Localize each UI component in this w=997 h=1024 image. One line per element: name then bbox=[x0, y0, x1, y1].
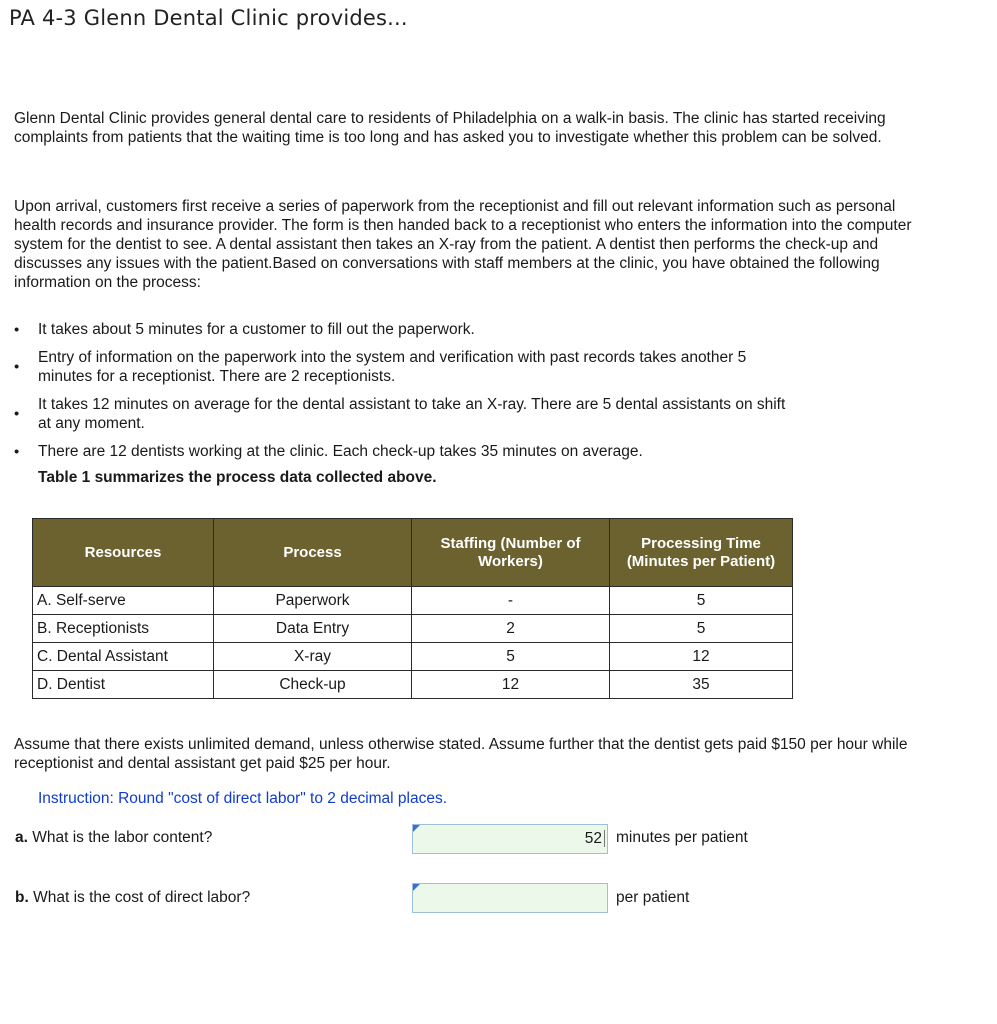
question-a-text: What is the labor content? bbox=[32, 829, 213, 846]
intro-paragraph: Glenn Dental Clinic provides general dental care to residents of Philadelphia on a walk-in basis. The clinic has started receiving complaints from patients that the waiting time is too long and has asked you to investigate whether this problem can be solved. bbox=[14, 110, 886, 146]
table-header-row bbox=[33, 519, 793, 587]
cell-processing-time: 5 bbox=[610, 615, 793, 643]
process-description: Upon arrival, customers first receive a series of paperwork from the receptionist and fill out relevant information such as personal health records and insurance provider. The form is then handed back to a receptionist who enters the information into the computer system for the dentist to see. A dental assistant then takes an X-ray from the patient. A dentist then performs the check-up and discusses any issues with the patient.Based on conversations with staff members at the clinic, you have obtained the following information on the process: bbox=[14, 198, 912, 291]
column-header-resources: Resources bbox=[33, 519, 214, 587]
cell-resource: B. Receptionists bbox=[33, 615, 214, 643]
rounding-instruction: Instruction: Round "cost of direct labor" to 2 decimal places. bbox=[38, 790, 448, 807]
input-flag-icon bbox=[413, 884, 420, 891]
question-a-label bbox=[15, 829, 212, 847]
labor-content-value: 52 bbox=[585, 830, 605, 847]
cell-staffing: 2 bbox=[412, 615, 610, 643]
cell-resource: A. Self-serve bbox=[33, 587, 214, 615]
bullet-item: • It takes about 5 minutes for a customer to fill out the paperwork. bbox=[14, 320, 794, 339]
cell-process: Data Entry bbox=[214, 615, 412, 643]
cell-processing-time: 35 bbox=[610, 671, 793, 699]
cell-resource: C. Dental Assistant bbox=[33, 643, 214, 671]
cell-staffing: - bbox=[412, 587, 610, 615]
column-header-process: Process bbox=[214, 519, 412, 587]
cell-process: X-ray bbox=[214, 643, 412, 671]
cell-staffing: 5 bbox=[412, 643, 610, 671]
cell-staffing: 12 bbox=[412, 671, 610, 699]
bullet-item: • There are 12 dentists working at the clinic. Each check-up takes 35 minutes on average. bbox=[14, 442, 794, 461]
cell-resource: D. Dentist bbox=[33, 671, 214, 699]
input-flag-icon bbox=[413, 825, 420, 832]
table-row bbox=[33, 615, 793, 643]
table-caption: Table 1 summarizes the process data collected above. bbox=[38, 469, 437, 486]
question-b-label bbox=[15, 889, 250, 907]
process-data-table bbox=[32, 518, 793, 699]
process-bullet-list bbox=[14, 320, 794, 470]
cell-processing-time: 12 bbox=[610, 643, 793, 671]
cell-processing-time: 5 bbox=[610, 587, 793, 615]
question-b-text: What is the cost of direct labor? bbox=[33, 889, 251, 906]
bullet-item: • Entry of information on the paperwork into the system and verification with past records takes another 5 minutes for a receptionist. There are 2 receptionists. bbox=[14, 348, 794, 386]
cell-process: Paperwork bbox=[214, 587, 412, 615]
page-title: PA 4-3 Glenn Dental Clinic provides... bbox=[9, 6, 408, 30]
table-row bbox=[33, 643, 793, 671]
table-row bbox=[33, 671, 793, 699]
direct-labor-cost-input[interactable] bbox=[412, 883, 608, 913]
column-header-processing-time: Processing Time (Minutes per Patient) bbox=[610, 519, 793, 587]
column-header-staffing: Staffing (Number of Workers) bbox=[412, 519, 610, 587]
bullet-item: • It takes 12 minutes on average for the dental assistant to take an X-ray. There are 5 dental assistants on shift at any moment. bbox=[14, 395, 794, 433]
question-a-prefix: a. bbox=[15, 829, 28, 846]
question-b-prefix: b. bbox=[15, 889, 29, 906]
assumption-paragraph: Assume that there exists unlimited demand, unless otherwise stated. Assume further that the dentist gets paid $150 per hour while receptionist and dental assistant get paid $25 per hour. bbox=[14, 736, 908, 772]
direct-labor-cost-unit: per patient bbox=[616, 889, 690, 906]
labor-content-input[interactable] bbox=[412, 824, 608, 854]
table-row bbox=[33, 587, 793, 615]
cell-process: Check-up bbox=[214, 671, 412, 699]
labor-content-unit: minutes per patient bbox=[616, 829, 748, 846]
